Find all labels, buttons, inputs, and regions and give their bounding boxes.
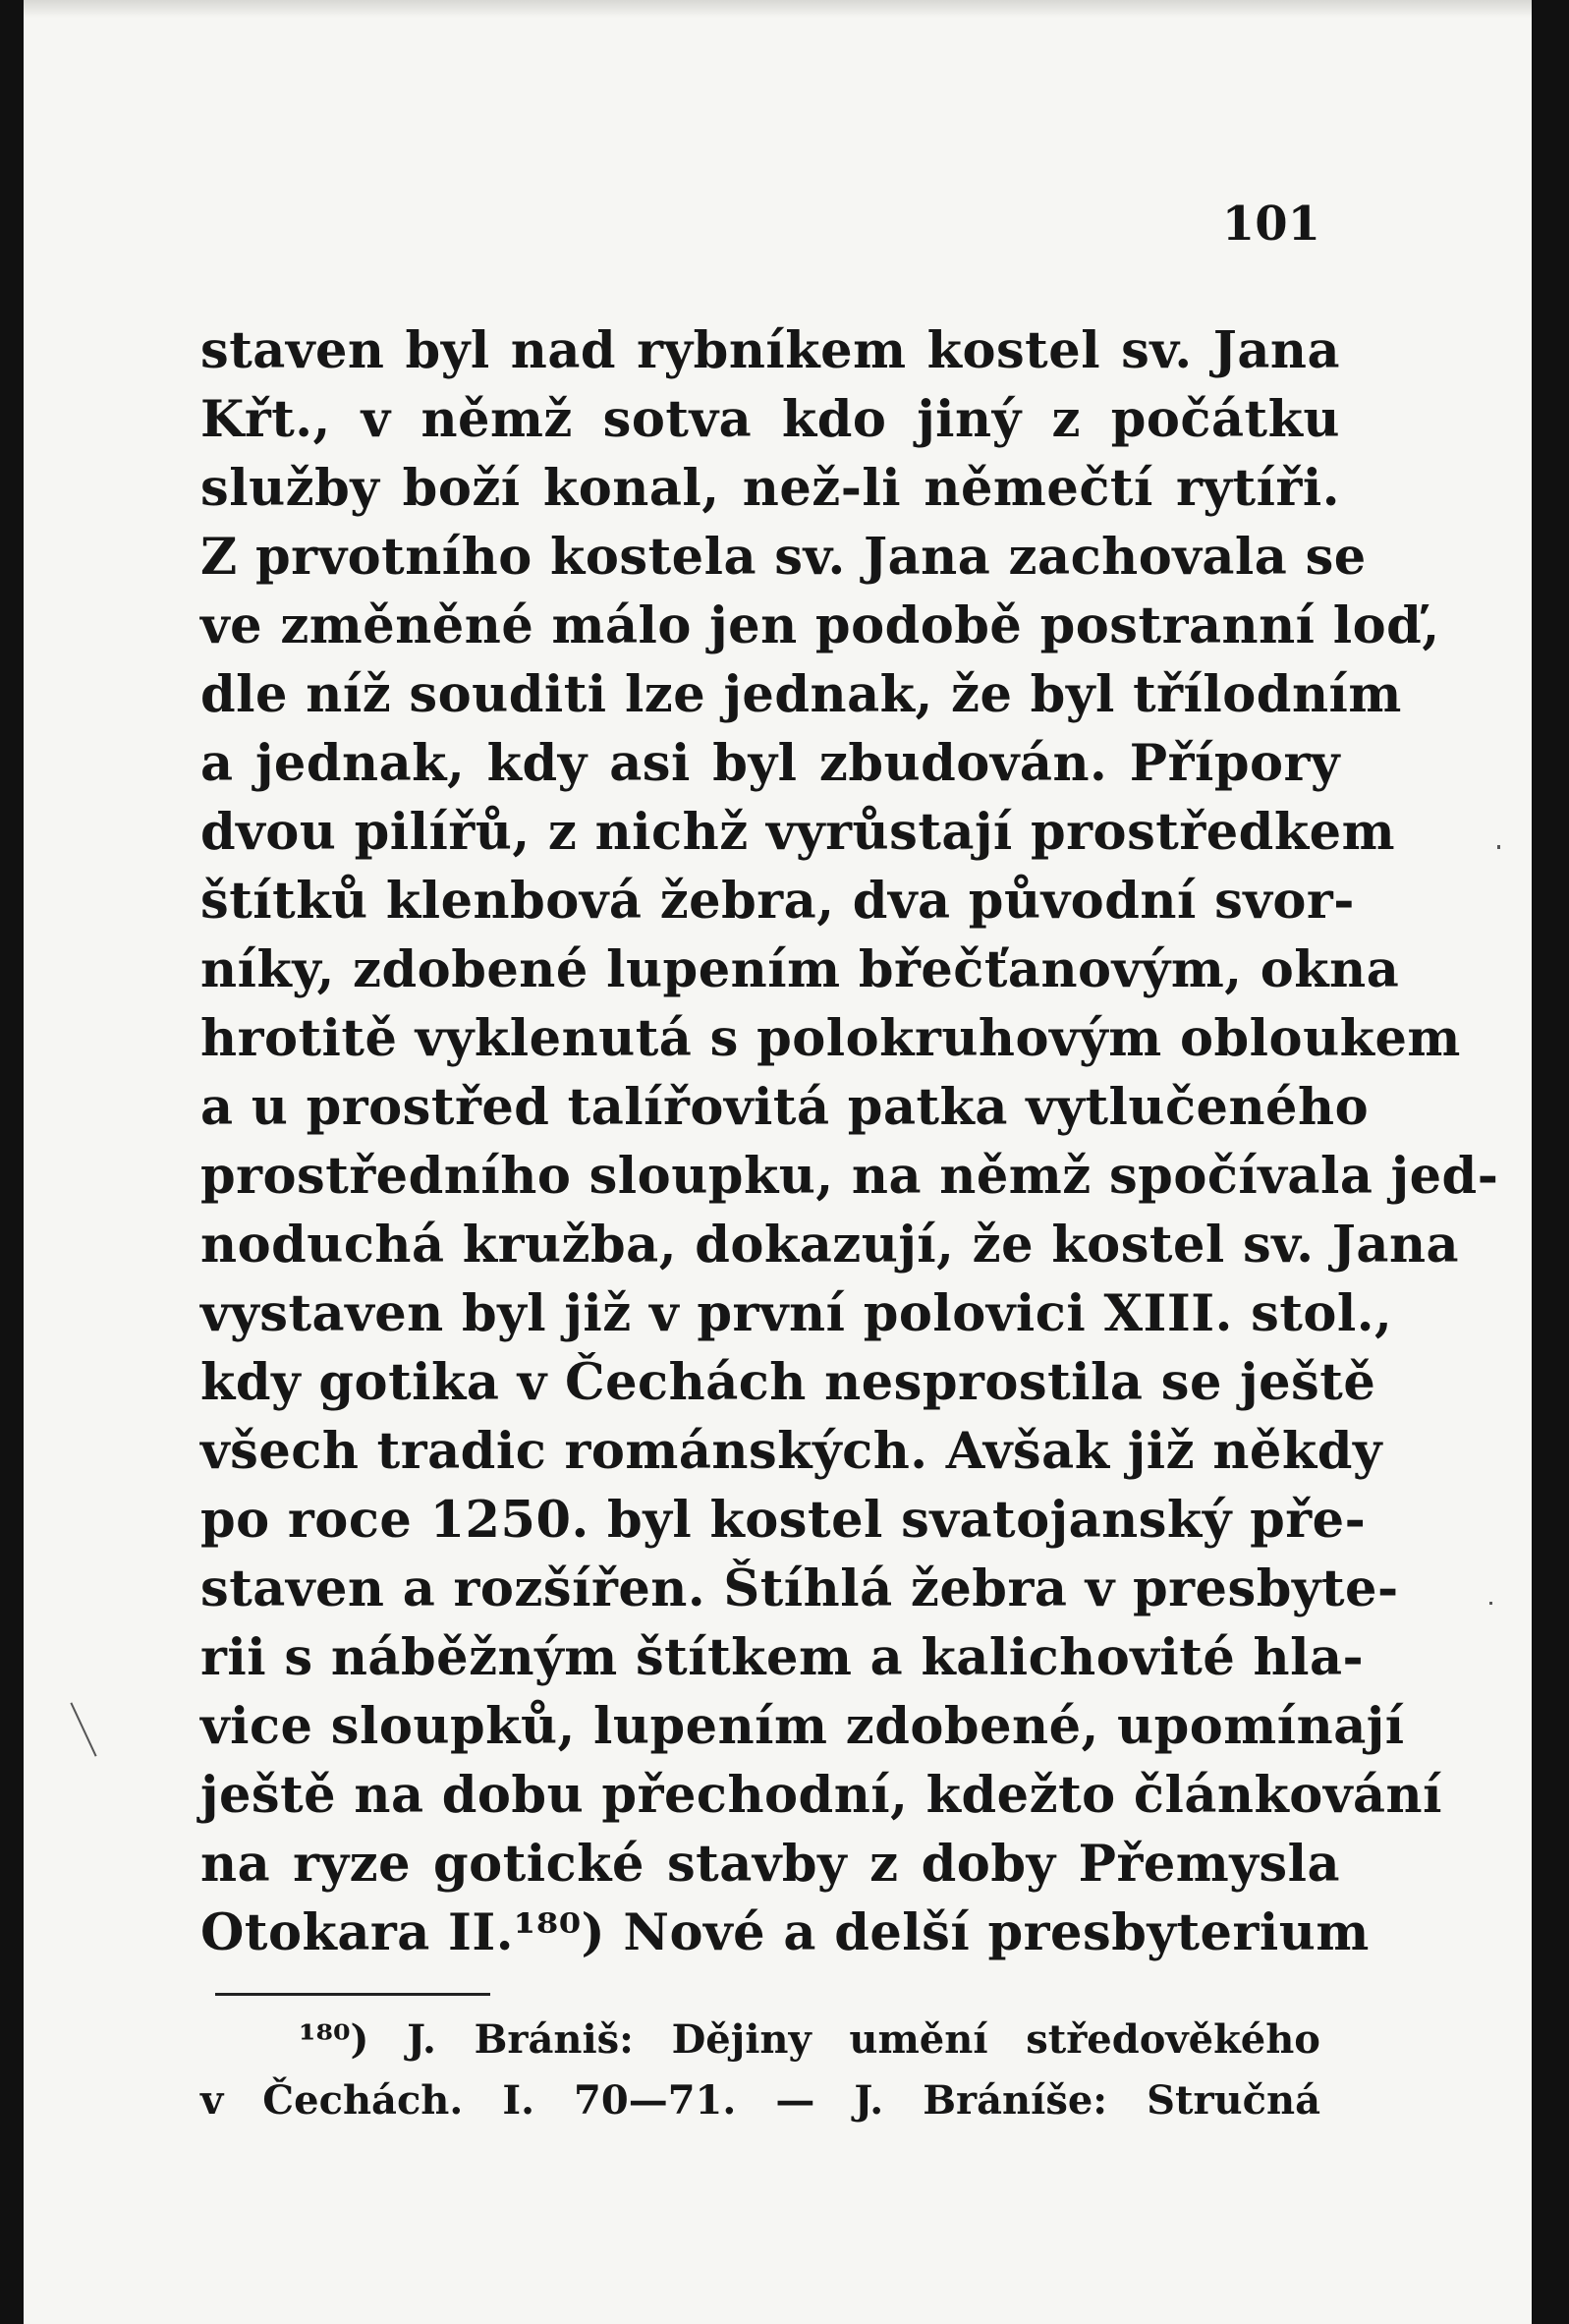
body-line: po roce 1250. byl kostel svatojanský pře- <box>200 1491 1367 1550</box>
body-line: staven byl nad rybníkem kostel sv. Jana <box>200 321 1340 380</box>
footnote-line: ¹⁸⁰) J. Brániš: Dějiny umění středověkého <box>299 2016 1320 2063</box>
book-page <box>24 0 1532 2324</box>
footnote-separator <box>215 1993 490 1996</box>
body-line: vystaven byl již v první polovici XIII. stol., <box>200 1284 1393 1343</box>
body-line: a u prostřed talířovitá patka vytlučeného <box>200 1078 1370 1137</box>
body-line: a jednak, kdy asi byl zbudován. Přípory <box>200 734 1340 793</box>
body-line: Otokara II.¹⁸⁰) Nové a delší presbyterium <box>200 1903 1370 1962</box>
body-line: prostředního sloupku, na němž spočívala jed- <box>200 1147 1499 1206</box>
body-line: noduchá kružba, dokazují, že kostel sv. Jana <box>200 1216 1460 1275</box>
page-edge-shadow <box>24 0 1532 18</box>
body-line: dvou pilířů, z nichž vyrůstají prostředkem <box>200 803 1396 862</box>
page-number: 101 <box>1221 197 1320 252</box>
body-line: kdy gotika v Čechách nesprostila se ještě <box>200 1353 1376 1412</box>
body-line: dle níž souditi lze jednak, že byl třílodním <box>200 665 1402 724</box>
body-line: hrotitě vyklenutá s polokruhovým obloukem <box>200 1009 1461 1068</box>
body-line: služby boží konal, než-li němečtí rytíři. <box>200 459 1340 518</box>
footnote <box>200 2010 1320 2131</box>
body-line: rii s náběžným štítkem a kalichovité hla- <box>200 1628 1365 1687</box>
body-line: staven a rozšířen. Štíhlá žebra v presbyte- <box>200 1559 1399 1618</box>
scan-speck <box>1489 1602 1492 1605</box>
body-line: Z prvotního kostela sv. Jana zachovala se <box>200 528 1367 587</box>
body-line: vice sloupků, lupením zdobené, upomínají <box>200 1697 1405 1756</box>
body-text <box>200 316 1499 1967</box>
scan-speck <box>70 1702 96 1756</box>
footnote-line: v Čechách. I. 70—71. — J. Bráníše: Stručná <box>200 2077 1320 2124</box>
scan-speck <box>1497 845 1500 849</box>
body-line: níky, zdobené lupením břečťanovým, okna <box>200 940 1400 999</box>
body-line: ještě na dobu přechodní, kdežto článkování <box>200 1766 1442 1825</box>
body-line: ve změněné málo jen podobě postranní loď, <box>200 596 1440 655</box>
body-line: štítků klenbová žebra, dva původní svor- <box>200 872 1355 931</box>
body-line: všech tradic románských. Avšak již někdy <box>200 1422 1382 1481</box>
body-line: na ryze gotické stavby z doby Přemysla <box>200 1835 1340 1894</box>
body-line: Křt., v němž sotva kdo jiný z počátku <box>200 390 1340 449</box>
